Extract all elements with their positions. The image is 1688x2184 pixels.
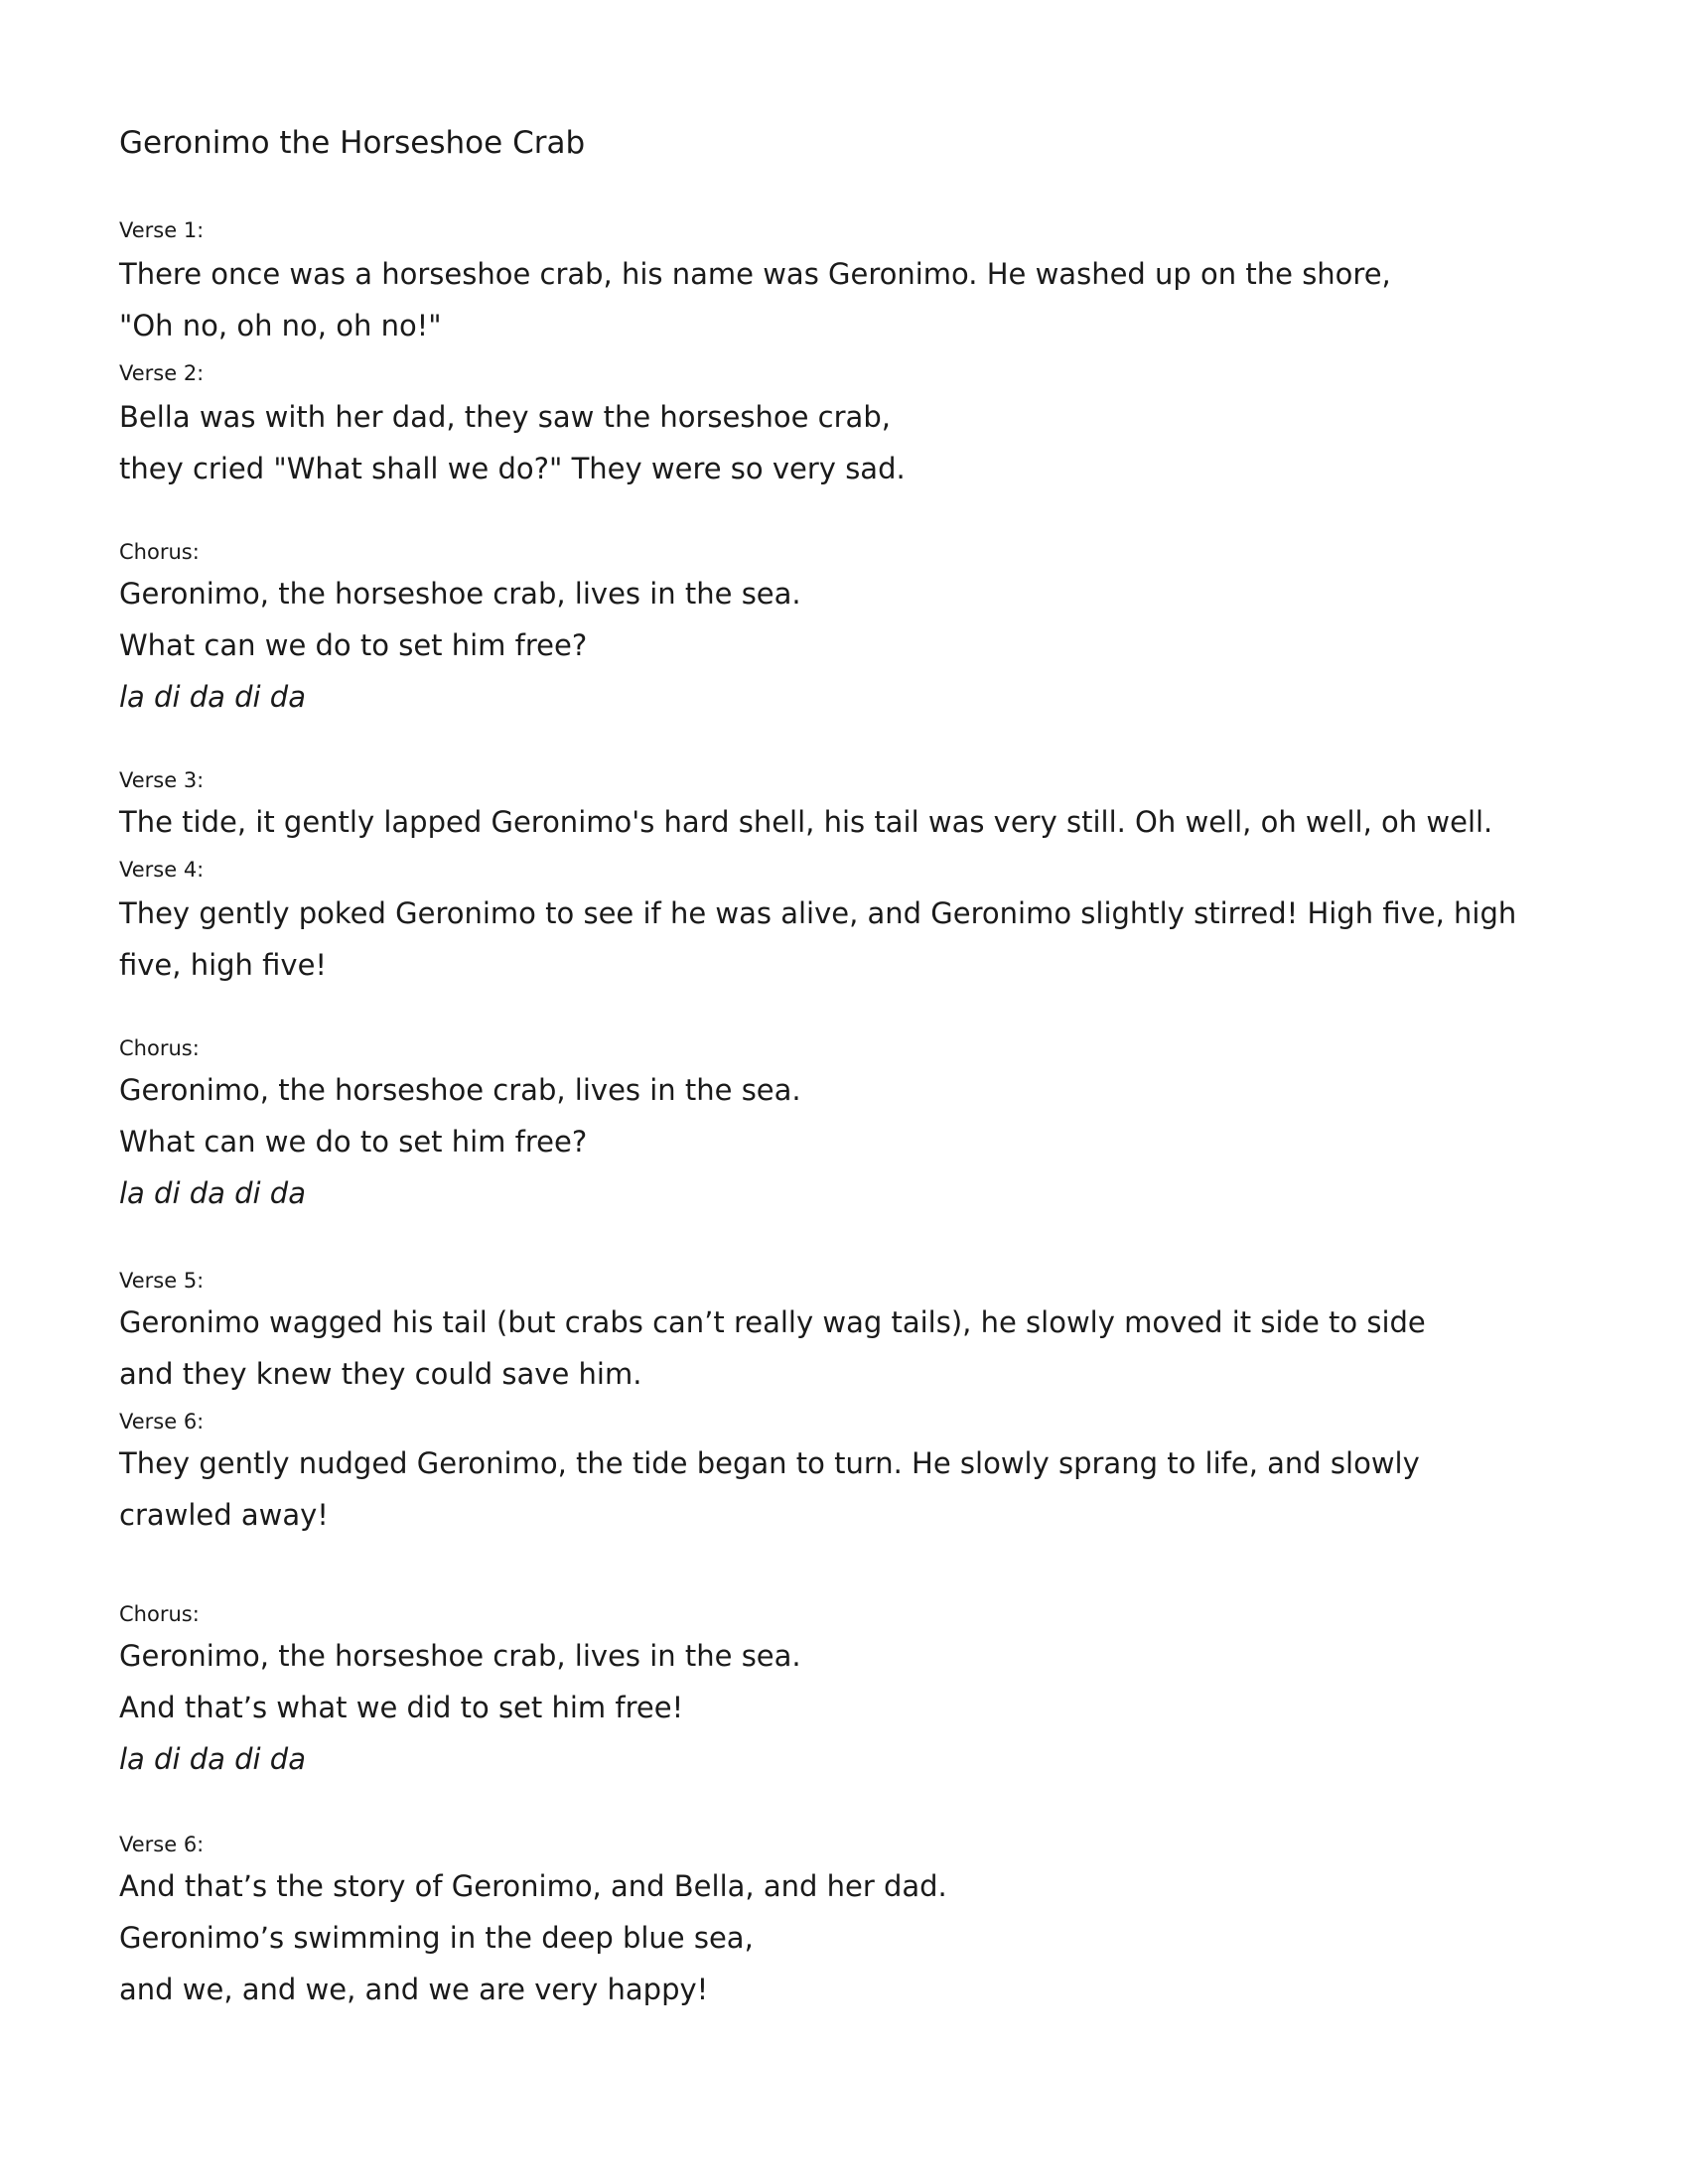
section-label: Chorus: <box>119 540 200 564</box>
lyric-line: they cried "What shall we do?" They were so very sad. <box>119 452 906 485</box>
lyric-line: and we, and we, and we are very happy! <box>119 1973 709 2006</box>
lyric-line: The tide, it gently lapped Geronimo's hard shell, his tail was very still. Oh well, oh well, oh well. <box>119 805 1493 839</box>
section-label: Verse 6: <box>119 1833 205 1856</box>
section-label: Verse 3: <box>119 768 205 792</box>
lyric-line: five, high five! <box>119 948 328 982</box>
section-label: Verse 4: <box>119 858 205 882</box>
lyric-line: Geronimo, the horseshoe crab, lives in the sea. <box>119 577 801 611</box>
lyric-line: They gently nudged Geronimo, the tide began to turn. He slowly sprang to life, and slowly <box>119 1446 1420 1480</box>
lyric-line: "Oh no, oh no, oh no!" <box>119 309 442 342</box>
lyric-line: Bella was with her dad, they saw the horseshoe crab, <box>119 400 891 434</box>
section-label: Verse 6: <box>119 1410 205 1433</box>
lyric-line: Geronimo, the horseshoe crab, lives in the sea. <box>119 1639 801 1673</box>
lyric-refrain: la di da di da <box>119 680 306 714</box>
lyric-refrain: la di da di da <box>119 1742 306 1776</box>
lyric-refrain: la di da di da <box>119 1176 306 1210</box>
lyric-line: What can we do to set him free? <box>119 628 588 662</box>
section-label: Verse 5: <box>119 1269 205 1293</box>
section-label: Chorus: <box>119 1602 200 1626</box>
lyric-line: And that’s what we did to set him free! <box>119 1691 684 1724</box>
lyric-line: There once was a horseshoe crab, his name was Geronimo. He washed up on the shore, <box>119 257 1391 291</box>
lyric-line: crawled away! <box>119 1498 329 1532</box>
section-label: Verse 1: <box>119 218 205 242</box>
lyric-line: and they knew they could save him. <box>119 1357 642 1391</box>
lyric-line: Geronimo’s swimming in the deep blue sea, <box>119 1921 754 1955</box>
lyric-line: And that’s the story of Geronimo, and Bella, and her dad. <box>119 1869 947 1903</box>
lyric-line: They gently poked Geronimo to see if he was alive, and Geronimo slightly stirred! High five, high <box>119 896 1517 930</box>
section-label: Verse 2: <box>119 361 205 385</box>
lyric-line: What can we do to set him free? <box>119 1125 588 1159</box>
lyric-line: Geronimo wagged his tail (but crabs can’t really wag tails), he slowly moved it side to side <box>119 1305 1426 1339</box>
lyric-line: Geronimo, the horseshoe crab, lives in the sea. <box>119 1073 801 1107</box>
page-title: Geronimo the Horseshoe Crab <box>119 125 586 161</box>
section-label: Chorus: <box>119 1036 200 1060</box>
